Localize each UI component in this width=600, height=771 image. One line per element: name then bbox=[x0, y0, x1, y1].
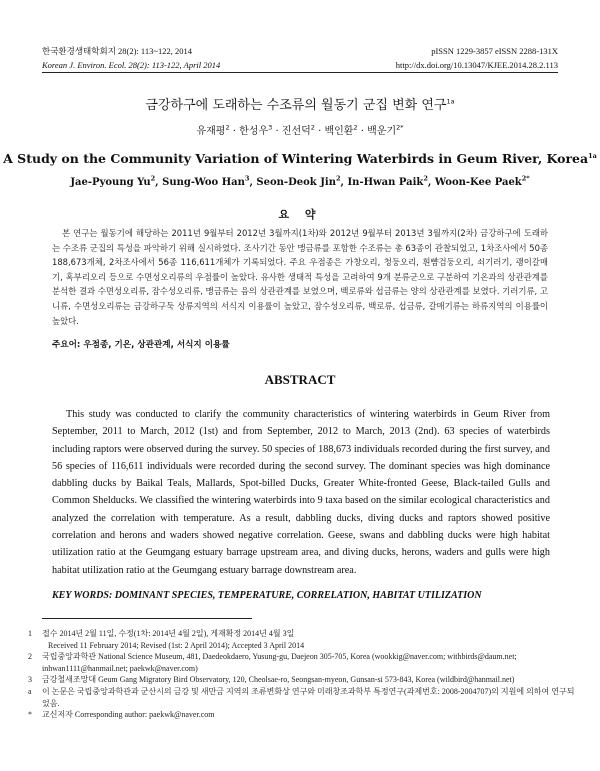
author-ko: 유재평 bbox=[196, 126, 226, 137]
footnote-affiliation-3 bbox=[28, 674, 576, 686]
footnote-mark: 3 bbox=[28, 675, 32, 685]
footnote-line: 국립중앙과학관 National Science Museum, 481, Daedeokdaero, Yusung-gu, Daejeon 305-705, Korea (wookkig@naver.com; withbirds@daum.net; inhwan1111@hanmail.net; paekwk@naver.com) bbox=[42, 652, 517, 673]
footnote-rule bbox=[42, 618, 252, 619]
header-rule bbox=[42, 72, 558, 73]
title-ko-text: 금강하구에 도래하는 수조류의 월동기 군집 변화 연구 bbox=[145, 98, 447, 113]
footnote-line: Received 11 February 2014; Revised (1st: 2 April 2014); Accepted 3 April 2014 bbox=[48, 640, 305, 650]
author-en-affil: 3 bbox=[244, 174, 250, 183]
author-en: Woon-Kee Paek bbox=[434, 177, 522, 188]
author-ko: 백운기 bbox=[367, 126, 397, 137]
author-ko: 백인환 bbox=[324, 126, 354, 137]
title-en-sup: 1a bbox=[588, 151, 597, 160]
author-en: Sung-Woo Han bbox=[162, 177, 245, 188]
author-ko: 진선덕 bbox=[281, 126, 311, 137]
footnote-corresponding bbox=[28, 709, 576, 721]
author-en-affil: 2 bbox=[336, 174, 341, 183]
footnote-mark: 2 bbox=[28, 652, 32, 662]
doi-link[interactable]: http://dx.doi.org/10.13047/KJEE.2014.28.2.113 bbox=[395, 60, 558, 70]
author-en: In-Hwan Paik bbox=[347, 177, 424, 188]
title-en bbox=[0, 151, 600, 166]
keywords-ko bbox=[52, 338, 230, 350]
author-ko-affil: 2* bbox=[396, 123, 404, 132]
journal-header-left bbox=[42, 44, 220, 72]
abstract-ko-heading: 요 약 bbox=[278, 208, 322, 221]
abstract-en: This study was conducted to clarify the community characteristics of wintering waterbirds in Geum River from September, 2011 to March, 2012 (1st) and from September, 2012 to March, 2013 (2nd). 63 species of waterbirds including raptors were observed during the survey. 50 species of 188,673 individuals recorded during the first survey, and 56 species of 116,611 individuals were recorded during the second survey. The dominant species was high dominance dabbling ducks by Baikal Teals, Mallards, Spot-billed Ducks, Greater White-fronted Geese, Black-tailed Gulls and Common Shelducks. We classified the wintering waterbirds into 9 taxa based on the similar ecological characteristics and analyzed the correlation with temperature. As a result, dabbling ducks, diving ducks and raptors showed positive correlation and herons and waders showed negative correlation. Geese, swans and dabbling ducks were high habitat utilization ratio at the Geumgang estuary barrage upstream area, and diving ducks, herons, waders and gulls were high habitat utilization ratio at the Geumgang estuary barrage downstream area. bbox=[52, 409, 550, 576]
footnotes bbox=[28, 628, 576, 721]
footnote-mark: * bbox=[28, 710, 32, 720]
journal-name-ko: 한국환경생태학회지 28(2): 113~122, 2014 bbox=[42, 46, 192, 56]
title-ko bbox=[0, 94, 600, 113]
issn-line: pISSN 1229-3857 eISSN 2288-131X bbox=[431, 46, 558, 56]
footnote-mark: 1 bbox=[28, 629, 32, 638]
journal-header-right bbox=[396, 44, 558, 72]
author-ko-affil: 2 bbox=[310, 123, 315, 132]
keywords-en: KEY WORDS: DOMINANT SPECIES, TEMPERATURE, CORRELATION, HABITAT UTILIZATION bbox=[52, 590, 482, 601]
author-ko-affil: 2 bbox=[353, 123, 358, 132]
footnote-received bbox=[28, 628, 576, 651]
author-en-affil: 2* bbox=[521, 174, 530, 183]
footnote-affiliation-2 bbox=[28, 651, 576, 674]
keywords-ko-label: 주요어: bbox=[52, 340, 81, 350]
authors-en: Jae-Pyoung Yu$^2$, Sung-Woo Han$^3$, Seon-Deok Jin$^2$, In-Hwan Paik$^2$, Woon-Kee Paek$^{2*}$ bbox=[70, 174, 530, 188]
abstract-ko: 본 연구는 월동기에 해당하는 2011년 9월부터 2012년 3월까지(1차)와 2012년 9월부터 2013년 3월까지(2차) 금강하구에 도래하는 수조류 군집의 특성을 파악하기 위해 실시하였다. 조사기간 동안 맹금류를 포함한 수조류는 총 63종이 관찰되었고, 1차조사에서 50종 188,673개체, 2차조사에서 56종 116,611개체가 기록되었다. 주요 우점종은 가창오리, 청둥오리, 흰뺨검둥오리, 쇠기러기, 괭이갈매기, 혹부리오리 등으로 수면성오리류의 우점률이 높았다. 유사한 생태적 특성을 고려하여 9개 분류군으로 구분하여 기온과의 상관관계를 분석한 결과 수면성오리류, 잠수성오리류, 맹금류는 음의 상관관계를 보였으며, 백로류와 섭금류는 양의 상관관계를 보였다. 기러기류, 고니류, 수면성오리류는 금강하구둑 상류지역의 서식지 이용률이 높았고, 잠수성오리류, 백로류, 섭금류, 갈매기류는 하류지역의 이용률이 높았다. bbox=[52, 228, 548, 326]
journal-name-en: Korean J. Environ. Ecol. 28(2): 113-122, April 2014 bbox=[42, 60, 221, 70]
author-ko: 한성우 bbox=[239, 126, 269, 137]
keywords-ko-text: 우점종, 기온, 상관관계, 서식지 이용률 bbox=[83, 340, 230, 350]
authors-ko: 유재평$^2$ · 한성우$^3$ · 진선덕$^2$ · 백인환$^2$ · 백운기$^{2*}$ bbox=[196, 123, 404, 137]
footnote-mark: a bbox=[28, 686, 32, 696]
author-en-affil: 2 bbox=[423, 174, 428, 183]
abstract-heading: ABSTRACT bbox=[264, 372, 336, 387]
author-en: Jae-Pyoung Yu bbox=[70, 177, 151, 188]
footnote-line: 교신저자 Corresponding author: paekwk@naver.com bbox=[42, 710, 215, 720]
footnote-line: 금강철새조망대 Geum Gang Migratory Bird Observatory, 120, Cheolsae-ro, Seongsan-myeon, Gunsan-si 573-843, Korea (wildbird@hanmail.net) bbox=[42, 675, 515, 685]
title-en-text: A Study on the Community Variation of Wintering Waterbirds in Geum River, Korea bbox=[3, 151, 589, 166]
author-ko-affil: 3 bbox=[268, 123, 273, 132]
footnote-funding bbox=[28, 686, 576, 709]
footnote-line: 접수 2014년 2월 11일, 수정(1차: 2014년 4월 2일), 게재확정 2014년 4월 3일 bbox=[42, 629, 295, 638]
title-ko-sup: 1a bbox=[446, 97, 455, 106]
author-ko-affil: 2 bbox=[225, 123, 230, 132]
footnote-line: 이 논문은 국립중앙과학관과 군산시의 금강 및 새만금 지역의 조류변화상 연구와 미래창조과학부 특정연구(과제번호: 2008-2004707)의 지원에 의하여 연구되었음. bbox=[42, 686, 575, 708]
author-en-affil: 2 bbox=[150, 174, 156, 183]
author-en: Seon-Deok Jin bbox=[256, 177, 336, 188]
